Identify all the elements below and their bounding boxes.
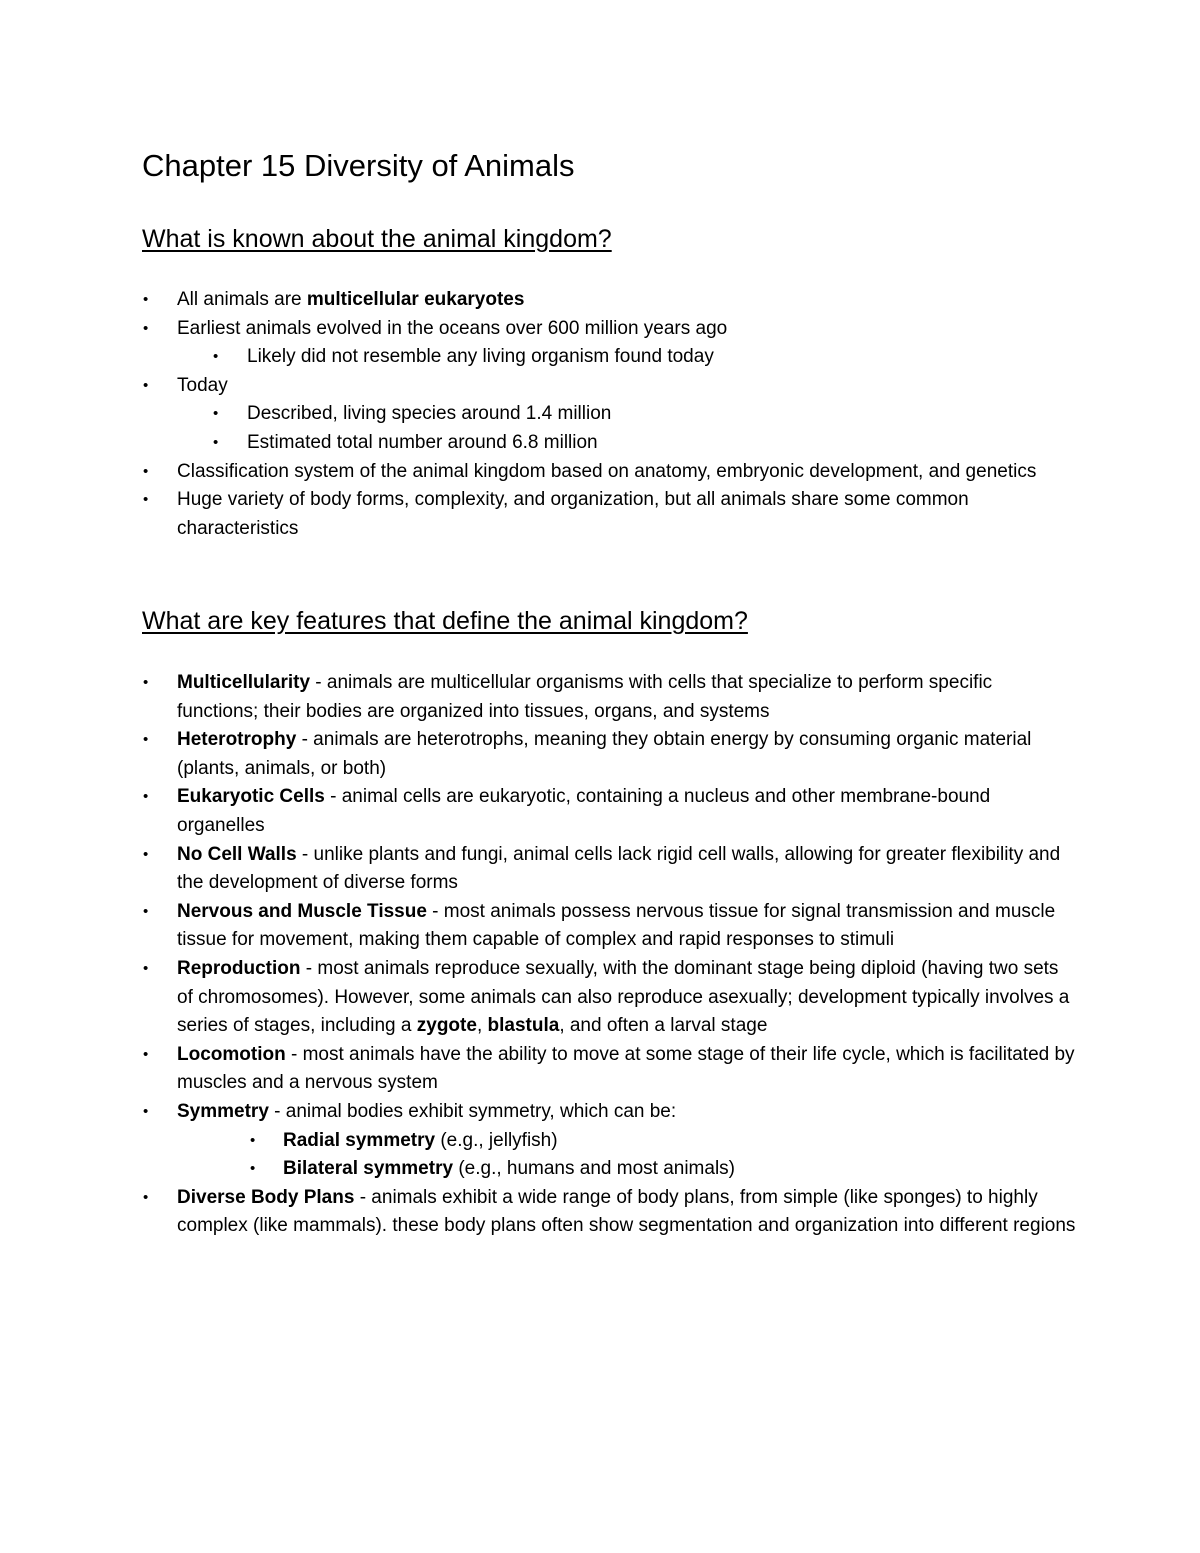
item-text: , and often a larval stage: [559, 1015, 768, 1037]
section-heading-features: What are key features that define the animal kingdom?: [142, 607, 748, 635]
item-term: Diverse Body Plans: [177, 1186, 355, 1208]
list-item: [0, 1155, 1077, 1184]
bullet: •: [213, 405, 219, 423]
list-item: [0, 955, 1077, 1041]
list-item: [0, 372, 1077, 401]
item-term: Locomotion: [177, 1043, 286, 1065]
item-text: ,: [476, 1015, 488, 1037]
bullet: •: [143, 291, 149, 308]
list-item: [0, 400, 1077, 429]
item-text: - animals exhibit a wide range of body plans, from simple (like sponges) to highly complex (like mammals). these body plans often show segmentation and organization into different regions: [177, 1186, 1076, 1237]
list-item: [0, 898, 1077, 955]
list-item: [0, 429, 1077, 458]
list-item: [0, 286, 1077, 315]
bullet: •: [143, 902, 149, 920]
bullet: •: [143, 731, 149, 749]
bullet: •: [143, 491, 149, 509]
bullet: •: [213, 348, 219, 366]
page-title: Chapter 15 Diversity of Animals: [142, 148, 575, 183]
list-item: [0, 458, 1077, 487]
list-item: [0, 1127, 1077, 1156]
bullet: •: [143, 319, 149, 337]
item-term: Heterotrophy: [177, 729, 297, 751]
bullet: •: [250, 1131, 256, 1149]
list-item: [0, 343, 1077, 372]
item-text: - most animals have the ability to move at some stage of their life cycle, which is facilitated by muscles and a nervous system: [177, 1043, 1075, 1094]
key-features-list: [0, 669, 1077, 1241]
item-text: Earliest animals evolved in the oceans over 600 million years ago: [177, 317, 728, 339]
bullet: •: [250, 1160, 256, 1178]
item-text: Today: [177, 374, 228, 396]
item-term: Eukaryotic Cells: [177, 786, 325, 808]
list-item: [0, 1098, 1077, 1127]
list-item: [0, 486, 1077, 543]
bullet: •: [143, 788, 149, 806]
item-term: Symmetry: [177, 1100, 269, 1122]
item-term-zygote: zygote: [416, 1015, 477, 1037]
known-facts-list: [0, 286, 1077, 543]
item-text: - most animals possess nervous tissue for signal transmission and muscle tissue for movement, making them capable of complex and rapid responses to stimuli: [177, 900, 1056, 951]
bullet: •: [143, 674, 149, 691]
list-item: [0, 669, 1077, 726]
bullet: •: [143, 462, 149, 480]
item-text: Huge variety of body forms, complexity, and organization, but all animals share some common characteristics: [177, 489, 969, 539]
bullet: •: [143, 845, 149, 863]
bullet: •: [143, 959, 149, 977]
item-text: - animal cells are eukaryotic, containing a nucleus and other membrane-bound organelles: [177, 786, 991, 836]
item-term: No Cell Walls: [177, 843, 297, 865]
item-term: Bilateral symmetry: [283, 1158, 454, 1180]
bullet: •: [143, 1188, 149, 1206]
item-text: - animals are heterotrophs, meaning they obtain energy by consuming organic material (plants, animals, or both): [177, 729, 1032, 779]
list-item: [0, 726, 1077, 783]
item-text: All animals are: [177, 289, 307, 310]
item-term: Nervous and Muscle Tissue: [177, 900, 427, 922]
bullet: •: [213, 433, 219, 451]
list-item: [0, 1041, 1077, 1098]
item-text: Classification system of the animal kingdom based on anatomy, embryonic development, and genetics: [177, 460, 1037, 482]
item-term: Radial symmetry: [283, 1129, 436, 1151]
item-text: (e.g., jellyfish): [435, 1129, 558, 1151]
list-item: [0, 1184, 1077, 1241]
item-term: multicellular eukaryotes: [306, 289, 525, 310]
bullet: •: [143, 1102, 149, 1120]
item-text: Estimated total number around 6.8 million: [247, 431, 598, 453]
item-text: - unlike plants and fungi, animal cells lack rigid cell walls, allowing for greater flexibility and the development of diverse forms: [177, 843, 1061, 894]
list-item: [0, 841, 1077, 898]
item-term: Reproduction: [177, 957, 301, 979]
item-term: Multicellularity: [177, 672, 311, 693]
item-text: - animal bodies exhibit symmetry, which can be:: [268, 1100, 677, 1122]
list-item: [0, 315, 1077, 344]
bullet: •: [143, 1045, 149, 1063]
item-text: - animals are multicellular organisms with cells that specialize to perform specific functions; their bodies are organized into tissues, organs, and systems: [177, 672, 993, 722]
item-text: - most animals reproduce sexually, with the dominant stage being diploid (having two sets of chromosomes). However, some animals can also reproduce asexually; development typically involves a series of stages, including a: [177, 957, 1070, 1037]
list-item: [0, 783, 1077, 840]
item-text: Described, living species around 1.4 million: [247, 403, 612, 425]
item-text: Likely did not resemble any living organism found today: [247, 346, 714, 368]
item-term-blastula: blastula: [487, 1015, 560, 1037]
section-heading-known: What is known about the animal kingdom?: [142, 225, 612, 253]
bullet: •: [143, 376, 149, 394]
item-text: (e.g., humans and most animals): [453, 1158, 736, 1180]
